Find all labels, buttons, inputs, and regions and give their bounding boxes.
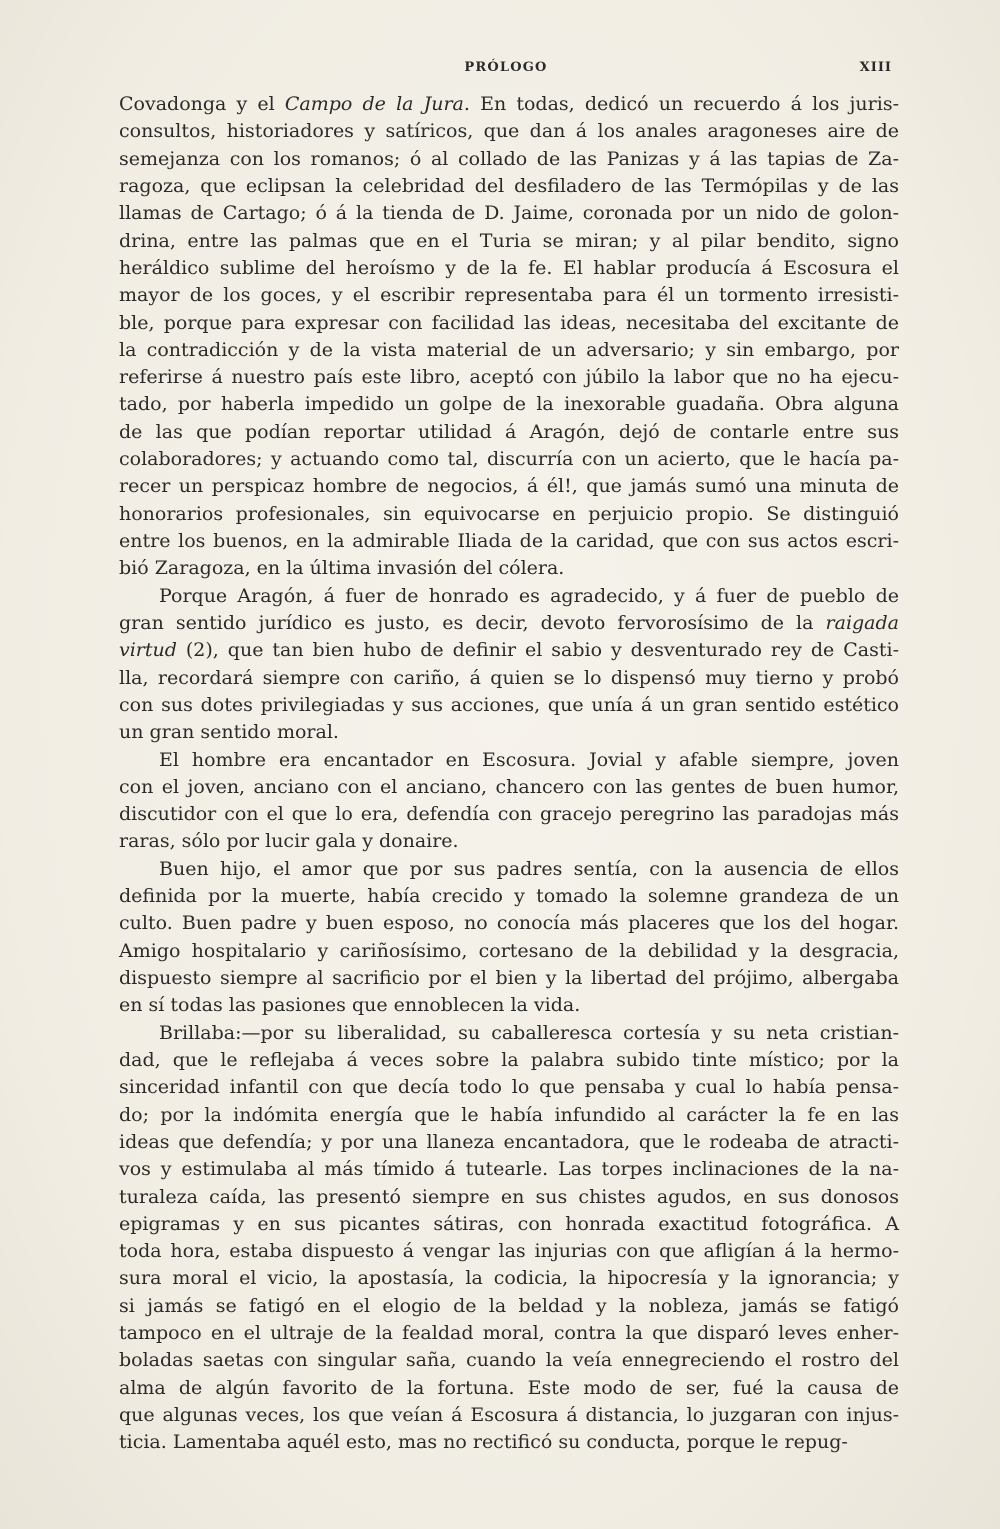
text-line [119, 419, 899, 446]
text-run: sinceridad infantil con que decía todo lo que pensaba y cual lo había pensa- [119, 1076, 899, 1099]
text-line [119, 992, 899, 1019]
text-line [119, 555, 899, 582]
text-line [119, 828, 899, 855]
text-run: ragoza, que eclipsan la celebridad del desfiladero de las Termópilas y de las [119, 174, 899, 197]
text-run: alma de algún favorito de la fortuna. Este modo de ser, fué la causa de [119, 1376, 899, 1399]
text-line [119, 528, 899, 555]
text-run: entre los buenos, en la admirable Iliada de la caridad, que con sus actos escri- [119, 530, 899, 552]
text-line [119, 364, 899, 391]
text-line [119, 637, 899, 664]
text-run: consultos, historiadores y satíricos, que dan á los anales aragoneses aire de [119, 120, 899, 143]
text-line [119, 1102, 899, 1129]
text-run: tado, por haberla impedido un golpe de la inexorable guadaña. Obra alguna [119, 393, 899, 416]
text-line [119, 391, 899, 418]
text-run: ideas que defendía; y por una llaneza encantadora, que le rodeaba de atracti- [119, 1130, 899, 1153]
text-line [119, 255, 899, 282]
text-line [119, 1375, 899, 1402]
text-line [119, 1211, 899, 1238]
text-line [119, 1020, 899, 1047]
text-line [119, 856, 899, 883]
paragraph [119, 583, 899, 747]
text-run: si jamás se fatigó en el elogio de la beldad y la nobleza, jamás se fatigó [119, 1294, 899, 1317]
text-line [119, 337, 899, 364]
text-line [119, 965, 899, 992]
text-run: Buen hijo, el amor que por sus padres sentía, con la ausencia de ellos [159, 857, 899, 880]
paragraph [119, 747, 899, 856]
text-line [119, 583, 899, 610]
text-line [119, 146, 899, 173]
text-run: mayor de los goces, y el escribir representaba para él un tormento irresisti- [119, 284, 899, 307]
text-run: ticia. Lamentaba aquél esto, mas no rectificó su conducta, porque le repug- [119, 1431, 848, 1454]
text-line [119, 1347, 899, 1374]
text-run: ble, porque para expresar con facilidad las ideas, necesitaba del excitante de [119, 311, 899, 334]
text-run: do; por la indómita energía que le había infundido al carácter la fe en las [119, 1103, 899, 1126]
text-line [119, 473, 899, 500]
text-line [119, 610, 899, 637]
italic-text: virtud [119, 639, 177, 662]
text-run: culto. Buen padre y buen esposo, no conocía más placeres que los del hogar. [119, 912, 899, 935]
italic-text: raigada [825, 611, 899, 634]
paragraph [119, 91, 899, 583]
text-line [119, 1429, 899, 1456]
text-run: gran sentido jurídico es justo, es decir, devoto fervorosísimo de la [119, 611, 826, 634]
text-line [119, 1402, 899, 1429]
text-line [119, 801, 899, 828]
text-run: de las que podían reportar utilidad á Aragón, dejó de contarle entre sus [119, 420, 899, 443]
text-run: recer un perspicaz hombre de negocios, á él!, que jamás sumó una minuta de [119, 475, 899, 498]
text-line [119, 910, 899, 937]
text-run: tampoco en el ultraje de la fealdad moral, contra la que disparó leves enher- [119, 1322, 899, 1345]
text-run: vos y estimulaba al más tímido á tutearle. Las torpes inclinaciones de la na- [119, 1158, 899, 1181]
text-run: bió Zaragoza, en la última invasión del cólera. [119, 557, 565, 580]
page-header [120, 60, 892, 82]
text-line [119, 692, 899, 719]
text-line [119, 1238, 899, 1265]
italic-text: Campo de la Jura [284, 93, 464, 115]
text-line [119, 282, 899, 309]
text-line [119, 1293, 899, 1320]
text-line [119, 173, 899, 200]
text-run: que algunas veces, los que veían á Escosura á distancia, lo juzgaran con injus- [119, 1404, 899, 1426]
text-run: epigramas y en sus picantes sátiras, con honrada exactitud fotográfica. A [119, 1212, 899, 1235]
text-run: referirse á nuestro país este libro, aceptó con júbilo la labor que no ha ejecu- [119, 366, 899, 389]
text-run: en sí todas las pasiones que ennoblecen la vida. [119, 994, 581, 1017]
body-text [119, 91, 899, 1457]
text-run: raras, sólo por lucir gala y donaire. [119, 830, 459, 853]
text-run: discutidor con el que lo era, defendía con gracejo peregrino las paradojas más [119, 803, 899, 826]
text-run: lla, recordará siempre con cariño, á quien se lo dispensó muy tierno y probó [119, 666, 899, 689]
text-run: semejanza con los romanos; ó al collado de las Panizas y á las tapias de Za- [119, 147, 899, 170]
text-run: honorarios profesionales, sin equivocarse en perjuicio propio. Se distinguió [119, 502, 899, 525]
text-line [119, 665, 899, 692]
text-line [119, 1129, 899, 1156]
text-run: sura moral el vicio, la apostasía, la codicia, la hipocresía y la ignorancia; y [119, 1267, 899, 1290]
text-line [119, 228, 899, 255]
text-run: dad, que le reflejaba á veces sobre la palabra subido tinte místico; por la [119, 1048, 899, 1071]
text-run: la contradicción y de la vista material de un adversario; y sin embargo, por [119, 338, 899, 361]
text-run: con el joven, anciano con el anciano, chancero con las gentes de buen humor, [119, 775, 899, 798]
text-run: Covadonga y el [119, 93, 285, 115]
running-head: PRÓLOGO [464, 60, 548, 75]
text-run: llamas de Cartago; ó á la tienda de D. Jaime, coronada por un nido de golon- [119, 202, 899, 225]
text-line [119, 446, 899, 473]
text-run: un gran sentido moral. [119, 721, 339, 744]
text-line [119, 310, 899, 337]
text-run: Porque Aragón, á fuer de honrado es agradecido, y á fuer de pueblo de [159, 584, 899, 607]
text-run: . En todas, dedicó un recuerdo á los juris- [463, 93, 899, 115]
text-run: toda hora, estaba dispuesto á vengar las injurias con que afligían á la hermo- [119, 1240, 899, 1263]
paragraph [119, 1020, 899, 1457]
text-run: heráldico sublime del heroísmo y de la fe. El hablar producía á Escosura el [119, 256, 899, 279]
text-run: (2), que tan bien hubo de definir el sabio y desventurado rey de Casti- [176, 639, 899, 662]
text-run: con sus dotes privilegiadas y sus acciones, que unía á un gran sentido estético [119, 693, 899, 716]
text-line [119, 719, 899, 746]
text-line [119, 774, 899, 801]
text-run: dispuesto siempre al sacrificio por el bien y la libertad del prójimo, albergaba [119, 967, 899, 989]
text-line [119, 747, 899, 774]
text-line [119, 1320, 899, 1347]
text-line [119, 1074, 899, 1101]
text-run: definida por la muerte, había crecido y tomado la solemne grandeza de un [119, 885, 899, 908]
text-line [119, 1184, 899, 1211]
text-line [119, 883, 899, 910]
text-line [119, 1156, 899, 1183]
text-line [119, 118, 899, 145]
text-run: boladas saetas con singular saña, cuando la veía ennegreciendo el rostro del [119, 1349, 899, 1372]
text-run: turaleza caída, las presentó siempre en sus chistes agudos, en sus donosos [119, 1185, 899, 1208]
text-line [119, 91, 899, 118]
text-line [119, 1265, 899, 1292]
text-line [119, 501, 899, 528]
text-line [119, 200, 899, 227]
text-run: colaboradores; y actuando como tal, discurría con un acierto, que le hacía pa- [119, 448, 899, 471]
paragraph [119, 856, 899, 1020]
text-run: Amigo hospitalario y cariñosísimo, cortesano de la debilidad y la desgracia, [119, 939, 899, 962]
text-run: El hombre era encantador en Escosura. Jovial y afable siempre, joven [159, 748, 899, 771]
text-run: drina, entre las palmas que en el Turia se miran; y al pilar bendito, signo [119, 229, 899, 252]
text-line [119, 938, 899, 965]
page-number: XIII [859, 60, 892, 75]
text-run: Brillaba:—por su liberalidad, su caballeresca cortesía y su neta cristian- [159, 1021, 899, 1044]
text-line [119, 1047, 899, 1074]
